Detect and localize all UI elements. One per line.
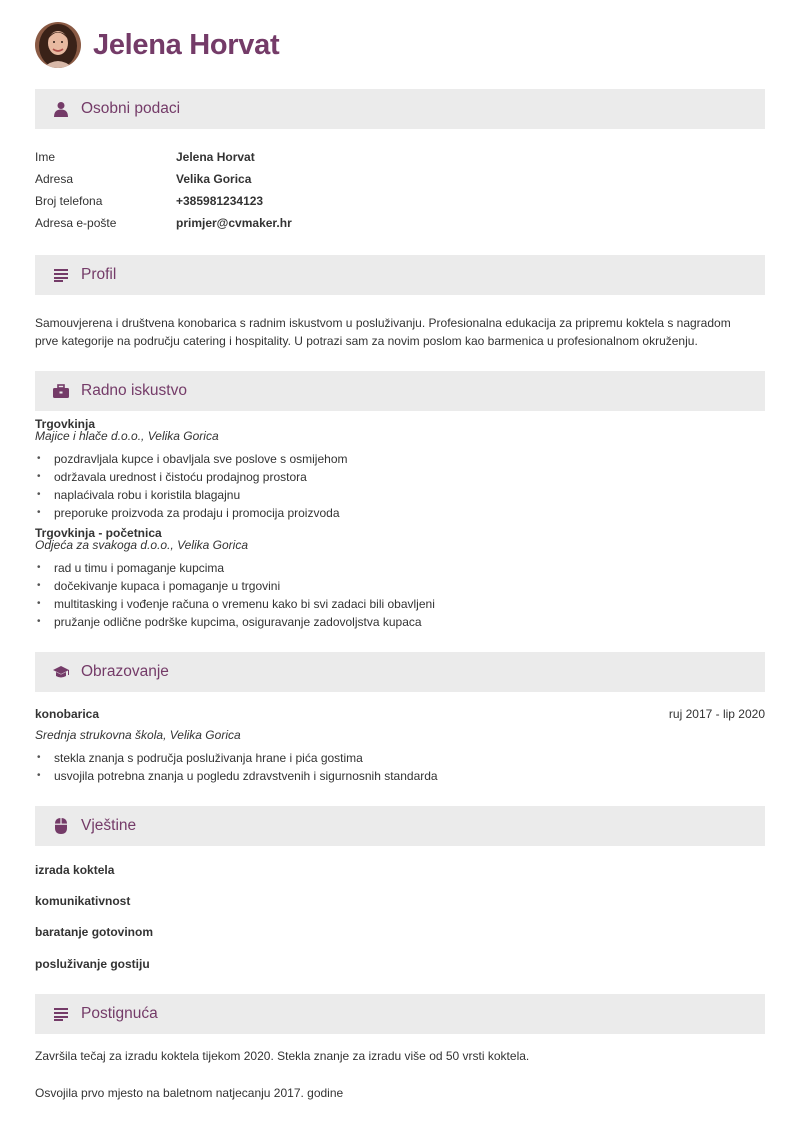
personal-label: Broj telefona [35,194,103,208]
graduation-cap-icon [51,662,71,682]
section-personal [35,89,765,129]
job-title: Trgovkinja - početnica [35,526,162,540]
list-item: • multitasking i vođenje računa o vremenu kako bi svi zadaci bili obavljeni [35,595,435,613]
list-item: • usvojila potrebna znanja u pogledu zdravstvenih i sigurnosnih standarda [35,767,438,785]
person-icon [51,99,71,119]
personal-label: Adresa e-pošte [35,216,117,230]
profile-line: Samouvjerena i društvena konobarica s radnim iskustvom u posluživanju. Profesionalna edukacija za pripremu koktela s nagradom [35,316,731,330]
education-details [35,749,438,785]
list-item: • stekla znanja s područja posluživanja hrane i pića gostima [35,749,438,767]
section-title: Postignuća [81,1005,158,1022]
job-duties [35,559,435,631]
skill-item: izrada koktela [35,863,115,877]
section-skills [35,806,765,846]
section-achievements [35,994,765,1034]
section-title: Profil [81,266,117,283]
personal-value: Velika Gorica [176,172,252,186]
mouse-icon [51,816,71,836]
personal-value: Jelena Horvat [176,150,255,164]
achievement-item: Osvojila prvo mjesto na baletnom natjecanju 2017. godine [35,1086,344,1100]
section-title: Radno iskustvo [81,382,187,399]
job-company: Odjeća za svakoga d.o.o., Velika Gorica [35,538,248,552]
profile-text [35,314,760,350]
text-lines-icon [51,265,71,285]
profile-photo [35,22,81,68]
list-item: • dočekivanje kupaca i pomaganje u trgovini [35,577,435,595]
personal-value: primjer@cvmaker.hr [176,216,292,230]
list-item: • naplaćivala robu i koristila blagajnu [35,486,347,504]
section-title: Osobni podaci [81,100,181,117]
section-title: Vještine [81,817,137,834]
candidate-name: Jelena Horvat [93,28,280,61]
personal-label: Adresa [35,172,74,186]
list-item: • pozdravljala kupce i obavljala sve poslove s osmijehom [35,450,347,468]
list-item: • održavala urednost i čistoću prodajnog prostora [35,468,347,486]
job-company: Majice i hlače d.o.o., Velika Gorica [35,429,219,443]
personal-label: Ime [35,150,56,164]
education-dates: ruj 2017 - lip 2020 [668,707,765,721]
section-experience [35,371,765,411]
education-title: konobarica [35,707,100,721]
skill-item: posluživanje gostiju [35,957,150,971]
resume-header [35,20,279,70]
briefcase-icon [51,381,71,401]
skill-item: baratanje gotovinom [35,925,154,939]
job-title: Trgovkinja [35,417,96,431]
profile-line: prve kategorije na području catering i hospitality. U potrazi sam za novim poslom kao barmenica u profesionalnom okruženju. [35,334,698,348]
section-profile [35,255,765,295]
job-duties [35,450,347,522]
list-item: • pružanje odlične podrške kupcima, osiguravanje zadovoljstva kupaca [35,613,435,631]
skill-item: komunikativnost [35,894,131,908]
section-education [35,652,765,692]
achievement-item: Završila tečaj za izradu koktela tijekom 2020. Stekla znanje za izradu više od 50 vrsti koktela. [35,1049,530,1063]
text-lines-icon [51,1004,71,1024]
list-item: • preporuke proizvoda za prodaju i promocija proizvoda [35,504,347,522]
personal-value: +385981234123 [176,194,264,208]
list-item: • rad u timu i pomaganje kupcima [35,559,435,577]
education-school: Srednja strukovna škola, Velika Gorica [35,728,241,742]
section-title: Obrazovanje [81,663,169,680]
